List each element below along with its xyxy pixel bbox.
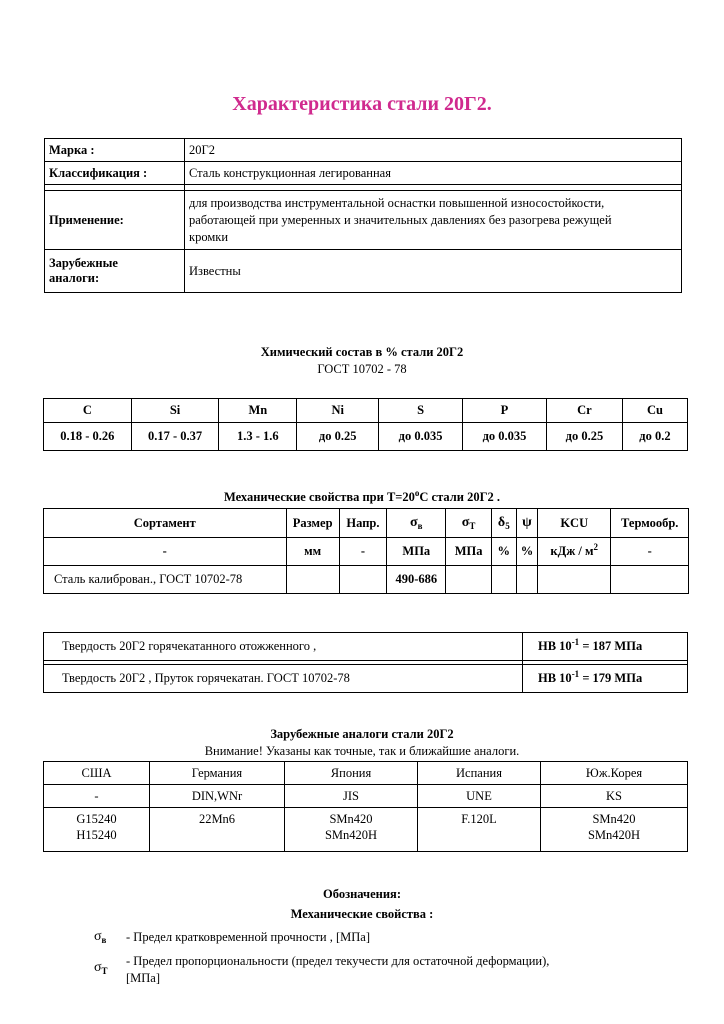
mech-header-row <box>44 509 689 538</box>
chem-value-mn: 1.3 - 1.6 <box>219 423 297 451</box>
legend-symbol-sigma-b <box>94 929 106 945</box>
chem-value-ni: до 0.25 <box>297 423 379 451</box>
mech-header-size: Размер <box>286 509 339 538</box>
analog-grade: F.120L <box>461 812 497 826</box>
mech-row-sigma-b: 490-686 <box>387 566 446 594</box>
analogs-standard-japan: JIS <box>285 785 418 808</box>
hardness-text: Твердость 20Г2 горячекатанного отожженного , <box>44 633 523 661</box>
analogs-country-korea: Юж.Корея <box>541 762 688 785</box>
classification-value: Сталь конструкционная легированная <box>185 162 682 185</box>
mech-title-text: C стали 20Г2 . <box>419 490 501 504</box>
sigma-symbol: σ <box>94 960 102 975</box>
mech-table <box>43 508 689 594</box>
analog-grade: SMn420H <box>324 828 378 842</box>
grade-label: Марка : <box>45 139 185 162</box>
mech-title-text: Механические свойства при Т=20 <box>223 490 415 504</box>
page-title: Характеристика стали 20Г2. <box>232 93 492 115</box>
hardness-value <box>523 665 688 693</box>
hardness-value-text: HB 10 <box>538 671 572 685</box>
chem-header-c: C <box>44 399 132 423</box>
analog-grade: G15240 <box>76 812 117 826</box>
mech-unit-sigma-t: МПа <box>446 538 491 566</box>
mech-data-row <box>44 566 689 594</box>
chem-standard: ГОСТ 10702 - 78 <box>317 362 407 376</box>
mech-header-delta <box>491 509 516 538</box>
chem-table <box>43 398 688 451</box>
analog-grade: 22Mn6 <box>198 812 236 826</box>
mech-header-dir: Напр. <box>339 509 386 538</box>
sigma-sub: в <box>417 521 423 531</box>
mech-unit-sigma-b: МПа <box>387 538 446 566</box>
analogs-country-japan: Япония <box>285 762 418 785</box>
sigma-sub: T <box>469 521 476 531</box>
analogs-grade-japan <box>285 808 418 852</box>
mech-unit-sortament: - <box>44 538 287 566</box>
mech-title-sup: o <box>414 488 420 498</box>
analogs-country-spain: Испания <box>418 762 541 785</box>
info-table <box>44 138 682 293</box>
mech-header-sigma-t <box>446 509 491 538</box>
analogs-standard-usa: - <box>44 785 150 808</box>
mech-header-kcu: KCU <box>538 509 611 538</box>
table-row <box>45 191 682 250</box>
analogs-standard-spain: UNE <box>418 785 541 808</box>
table-row <box>45 250 682 293</box>
kcu-unit: кДж / м <box>550 544 594 558</box>
analogs-country-germany: Германия <box>150 762 285 785</box>
chem-header-cr: Cr <box>546 399 622 423</box>
classification-label: Классификация : <box>45 162 185 185</box>
chem-header-s: S <box>379 399 463 423</box>
sigma-sub: в <box>101 935 107 945</box>
mech-row-thermo <box>611 566 689 594</box>
hardness-text: Твердость 20Г2 , Пруток горячекатан. ГОСТ 10702-78 <box>44 665 523 693</box>
analogs-standard-germany: DIN,WNr <box>150 785 285 808</box>
mech-unit-kcu <box>538 538 611 566</box>
chem-value-c: 0.18 - 0.26 <box>44 423 132 451</box>
legend-subtitle: Механические свойства : <box>290 907 434 921</box>
chem-header-p: P <box>463 399 547 423</box>
foreign-analogs-label <box>45 250 185 293</box>
analogs-note: Внимание! Указаны как точные, так и ближайшие аналоги. <box>204 744 520 758</box>
analog-grade: SMn420H <box>587 828 641 842</box>
chem-value-si: 0.17 - 0.37 <box>131 423 219 451</box>
chem-header-si: Si <box>131 399 219 423</box>
mech-unit-delta: % <box>491 538 516 566</box>
analogs-grade-spain <box>418 808 541 852</box>
chem-value-row <box>44 423 688 451</box>
psi-symbol: ψ <box>522 515 532 530</box>
hardness-value-text: = 179 МПа <box>579 671 643 685</box>
usage-label: Применение: <box>45 191 185 250</box>
legend-item-2-line: [МПа] <box>126 971 161 985</box>
kcu-unit-sup: 2 <box>593 542 599 552</box>
hardness-value-sup: -1 <box>571 669 580 679</box>
mech-unit-psi: % <box>516 538 537 566</box>
mech-unit-size: мм <box>286 538 339 566</box>
grade-value: 20Г2 <box>185 139 682 162</box>
mech-row-sortament: Сталь калиброван., ГОСТ 10702-78 <box>44 566 287 594</box>
sigma-sub: T <box>101 966 108 976</box>
analogs-standard-korea: KS <box>541 785 688 808</box>
hardness-value <box>523 633 688 661</box>
chem-header-mn: Mn <box>219 399 297 423</box>
mech-row-sigma-t <box>446 566 491 594</box>
legend-item-2-line: - Предел пропорциональности (предел текучести для остаточной деформации), <box>126 954 550 968</box>
mech-header-sigma-b <box>387 509 446 538</box>
analogs-grade-germany <box>150 808 285 852</box>
sigma-symbol: σ <box>461 515 470 530</box>
hardness-value-text: HB 10 <box>538 639 572 653</box>
foreign-label-line: аналоги: <box>49 271 100 285</box>
chem-header-cu: Cu <box>622 399 687 423</box>
legend-title: Обозначения: <box>323 887 401 901</box>
usage-line: кромки <box>189 229 229 244</box>
mech-header-sortament: Сортамент <box>44 509 287 538</box>
hardness-row <box>44 633 688 661</box>
table-row <box>45 139 682 162</box>
mech-row-psi <box>516 566 537 594</box>
chem-header-ni: Ni <box>297 399 379 423</box>
analogs-country-usa: США <box>44 762 150 785</box>
chem-value-s: до 0.035 <box>379 423 463 451</box>
mech-units-row <box>44 538 689 566</box>
sigma-symbol: σ <box>410 515 418 530</box>
legend-item-1: - Предел кратковременной прочности , [МПа] <box>126 930 371 944</box>
foreign-analogs-value: Известны <box>185 250 682 293</box>
analogs-table <box>43 761 688 852</box>
analogs-title: Зарубежные аналоги стали 20Г2 <box>270 727 454 741</box>
mech-unit-dir: - <box>339 538 386 566</box>
delta-symbol: δ <box>497 515 506 530</box>
analog-grade: H15240 <box>76 828 117 842</box>
hardness-table <box>43 632 688 693</box>
usage-line: для производства инструментальной оснастки повышенной износостойкости, <box>189 195 605 210</box>
analogs-grade-usa <box>44 808 150 852</box>
mech-title <box>0 490 724 505</box>
sigma-symbol: σ <box>94 929 102 944</box>
foreign-label-line: Зарубежные <box>49 256 118 270</box>
chem-value-cr: до 0.25 <box>546 423 622 451</box>
mech-row-size <box>286 566 339 594</box>
mech-unit-thermo: - <box>611 538 689 566</box>
mech-row-delta <box>491 566 516 594</box>
mech-row-kcu <box>538 566 611 594</box>
analogs-country-row <box>44 762 688 785</box>
chem-value-cu: до 0.2 <box>622 423 687 451</box>
analogs-grade-korea <box>541 808 688 852</box>
hardness-value-sup: -1 <box>571 637 580 647</box>
mech-header-thermo: Термообр. <box>611 509 689 538</box>
table-row <box>45 162 682 185</box>
legend-item-2 <box>126 953 549 987</box>
analog-grade: SMn420 <box>592 812 636 826</box>
mech-header-psi <box>516 509 537 538</box>
hardness-row <box>44 665 688 693</box>
hardness-value-text: = 187 МПа <box>579 639 643 653</box>
mech-row-dir <box>339 566 386 594</box>
legend-symbol-sigma-t <box>94 960 108 976</box>
analog-grade: SMn420 <box>329 812 373 826</box>
usage-value <box>185 191 682 250</box>
delta-sub: 5 <box>505 521 510 531</box>
chem-value-p: до 0.035 <box>463 423 547 451</box>
analogs-grade-row <box>44 808 688 852</box>
usage-line: работающей при умеренных и значительных давлениях без разогрева режущей <box>189 212 612 227</box>
chem-title: Химический состав в % стали 20Г2 <box>260 345 464 359</box>
analogs-standard-row <box>44 785 688 808</box>
chem-header-row <box>44 399 688 423</box>
